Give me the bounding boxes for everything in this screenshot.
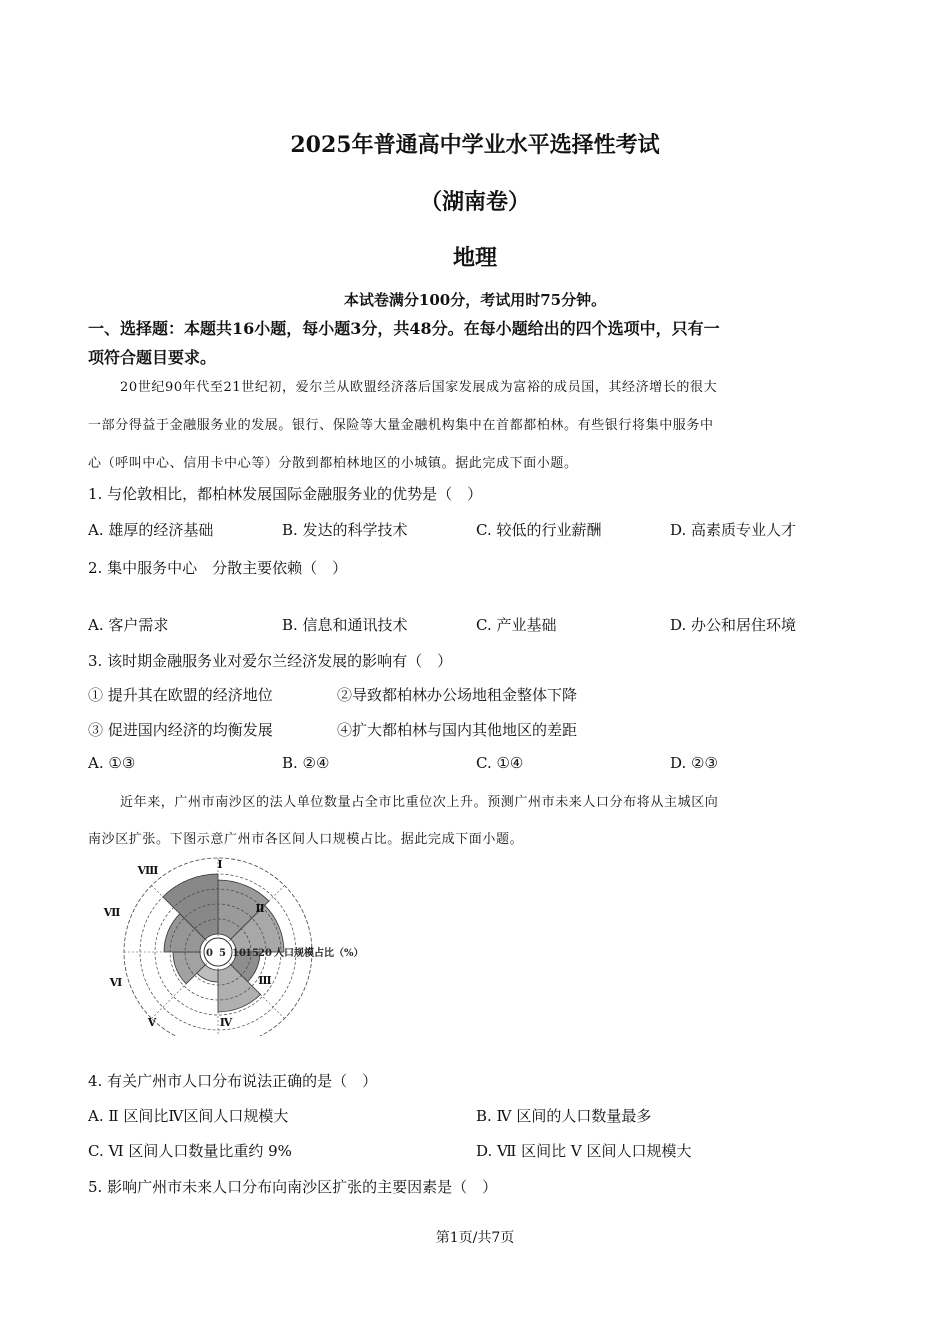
page-footer: 第1页/共7页 [435, 1230, 515, 1246]
section-heading-line1: 一、选择题：本题共16小题，每小题3分，共48分。在每小题给出的四个选项中，只有一 [88, 319, 720, 338]
question-2-option-b[interactable]: B. 信息和通讯技术 [282, 616, 408, 634]
passage1-line1: 20世纪90年代至21世纪初，爱尔兰从欧盟经济落后国家发展成为富裕的成员国，其经济增长的很大 [120, 380, 718, 395]
exam-subtitle: （湖南卷） [419, 189, 530, 215]
question-1-option-a[interactable]: A. 雄厚的经济基础 [88, 521, 214, 539]
passage1-line2: 一部分得益于金融服务业的发展。银行、保险等大量金融机构集中在首都都柏林。有些银行将集中服务中 [88, 418, 714, 433]
exam-note: 本试卷满分100分，考试用时75分钟。 [343, 291, 607, 309]
subject-title: 地理 [452, 245, 497, 271]
question-4-stem: 4. 有关广州市人口分布说法正确的是（ ） [88, 1072, 378, 1090]
question-3-option-a[interactable]: A. ①③ [88, 754, 136, 772]
sector-label-1: Ⅰ [217, 858, 223, 871]
passage2-line2: 南沙区扩张。下图示意广州市各区间人口规模占比。据此完成下面小题。 [88, 832, 524, 847]
sector-label-7: Ⅶ [103, 906, 121, 919]
axis-tick-label: 10 [232, 948, 246, 959]
question-4-option-b[interactable]: B. Ⅳ 区间的人口数量最多 [476, 1107, 652, 1125]
question-3-item-1: ① 提升其在欧盟的经济地位 [88, 686, 273, 704]
question-3-option-b[interactable]: B. ②④ [282, 754, 330, 772]
question-3-stem: 3. 该时期金融服务业对爱尔兰经济发展的影响有（ ） [88, 652, 453, 670]
axis-tick-label: 20 [258, 948, 272, 959]
question-2-option-a[interactable]: A. 客户需求 [88, 616, 169, 634]
axis-tick-label: 15 [245, 948, 259, 959]
question-4-option-d[interactable]: D. Ⅶ 区间比 Ⅴ 区间人口规模大 [476, 1142, 692, 1160]
passage2-line1: 近年来，广州市南沙区的法人单位数量占全市比重位次上升。预测广州市未来人口分布将从主城区向 [120, 795, 719, 810]
question-2-option-c[interactable]: C. 产业基础 [476, 616, 557, 634]
exam-title: 2025年普通高中学业水平选择性考试 [290, 132, 660, 158]
sector-label-4: Ⅳ [219, 1016, 233, 1029]
question-1-stem: 1. 与伦敦相比，都柏林发展国际金融服务业的优势是（ ） [88, 485, 483, 503]
question-2-option-d[interactable]: D. 办公和居住环境 [670, 616, 797, 634]
sector-label-5: Ⅴ [147, 1016, 157, 1029]
sector-label-6: Ⅵ [109, 976, 123, 989]
question-3-item-2: ②导致都柏林办公场地租金整体下降 [337, 686, 578, 704]
question-2-stem: 2. 集中服务中心 分散主要依赖（ ） [88, 559, 348, 577]
question-3-option-d[interactable]: D. ②③ [670, 754, 718, 772]
axis-tick-label: 5 [219, 948, 226, 959]
axis-title: 人口规模占比（%） [274, 948, 364, 959]
sector-label-3: Ⅲ [258, 974, 272, 987]
passage1-line3: 心（呼叫中心、信用卡中心等）分散到都柏林地区的小城镇。据此完成下面小题。 [88, 456, 578, 471]
population-share-polar-chart [100, 856, 400, 1036]
question-1-option-d[interactable]: D. 高素质专业人才 [670, 521, 797, 539]
sector-label-8: Ⅷ [137, 864, 159, 877]
question-5-stem: 5. 影响广州市未来人口分布向南沙区扩张的主要因素是（ ） [88, 1178, 498, 1196]
axis-tick-label: 0 [206, 948, 213, 959]
question-1-option-c[interactable]: C. 较低的行业薪酬 [476, 521, 602, 539]
question-4-option-a[interactable]: A. Ⅱ 区间比Ⅳ区间人口规模大 [88, 1107, 289, 1125]
question-4-option-c[interactable]: C. Ⅵ 区间人口数量比重约 9% [88, 1142, 292, 1160]
section-heading-line2: 项符合题目要求。 [88, 348, 217, 367]
question-3-option-c[interactable]: C. ①④ [476, 754, 524, 772]
sector-label-2: Ⅱ [255, 902, 265, 915]
question-3-item-3: ③ 促进国内经济的均衡发展 [88, 721, 273, 739]
question-3-item-4: ④扩大都柏林与国内其他地区的差距 [337, 721, 578, 739]
question-1-option-b[interactable]: B. 发达的科学技术 [282, 521, 408, 539]
